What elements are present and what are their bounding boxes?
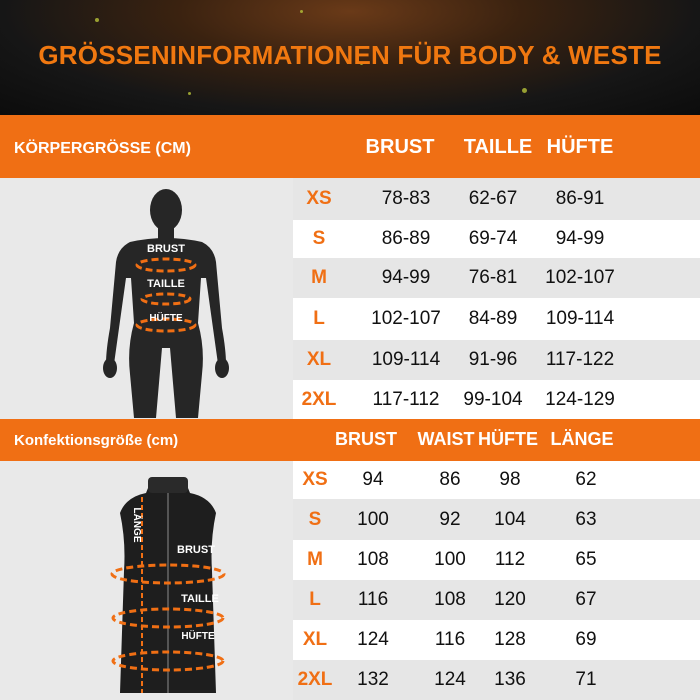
- header-banner: [0, 0, 700, 115]
- length-value: 65: [575, 549, 597, 570]
- size-label: L: [309, 589, 321, 610]
- waist-value: 86: [439, 469, 461, 490]
- waist-value: 100: [434, 549, 466, 570]
- garment-size-header: [0, 419, 700, 461]
- body-size-table: [293, 178, 700, 419]
- hip-value: 120: [494, 589, 526, 610]
- column-header-waist: WAIST: [417, 429, 475, 449]
- hip-value: 102-107: [545, 267, 615, 288]
- waist-value: 99-104: [463, 388, 523, 410]
- table-row: [293, 340, 700, 380]
- column-header-chest: BRUST: [365, 136, 435, 158]
- waist-value: 62-67: [468, 188, 518, 209]
- chest-value: 117-112: [372, 388, 440, 410]
- size-label: 2XL: [297, 669, 333, 690]
- figure-label-hip: HÜFTE: [181, 631, 215, 642]
- column-header-chest: BRUST: [335, 429, 397, 449]
- hip-value: 109-114: [545, 308, 615, 329]
- hip-value: 86-91: [555, 188, 605, 209]
- figure-label-chest: BRUST: [147, 243, 185, 255]
- waist-value: 108: [434, 589, 466, 610]
- chest-value: 102-107: [371, 308, 441, 329]
- garment-size-table: [293, 461, 700, 700]
- hip-value: 136: [494, 669, 526, 690]
- table-row: [293, 580, 700, 620]
- body-figure-panel: [0, 178, 293, 419]
- chest-value: 132: [357, 669, 389, 690]
- chest-value: 100: [357, 508, 389, 530]
- size-label: M: [311, 267, 327, 288]
- size-label: XL: [306, 349, 332, 370]
- body-size-section-title: KÖRPERGRÖSSE (CM): [14, 140, 191, 157]
- table-row: [293, 258, 700, 298]
- waist-value: 92: [439, 508, 461, 530]
- figure-label-hip: HÜFTE: [149, 313, 183, 324]
- table-row: [293, 298, 700, 340]
- size-label: XL: [302, 629, 328, 650]
- table-row: [293, 499, 700, 540]
- waist-value: 116: [434, 629, 466, 650]
- waist-value: 124: [434, 669, 466, 690]
- table-row: [293, 178, 700, 220]
- length-value: 71: [575, 669, 597, 690]
- waist-value: 69-74: [468, 228, 518, 249]
- hip-value: 112: [494, 549, 526, 570]
- column-header-hip: HÜFTE: [546, 136, 614, 158]
- waist-value: 91-96: [468, 349, 518, 370]
- waist-value: 84-89: [468, 308, 518, 329]
- vest-silhouette-icon: [0, 461, 293, 700]
- table-row: [293, 540, 700, 580]
- page-title: GRÖSSENINFORMATIONEN FÜR BODY & WESTE: [38, 40, 662, 70]
- chest-value: 124: [357, 629, 389, 650]
- chest-value: 86-89: [381, 228, 431, 249]
- spark-decoration: [522, 88, 527, 93]
- column-header-waist: TAILLE: [463, 136, 533, 158]
- hip-value: 124-129: [545, 388, 615, 410]
- size-label: M: [307, 549, 323, 570]
- length-value: 62: [575, 469, 597, 490]
- figure-label-waist: TAILLE: [181, 593, 219, 605]
- hip-value: 98: [499, 469, 521, 490]
- figure-label-waist: TAILLE: [147, 278, 185, 290]
- waist-value: 76-81: [468, 267, 518, 288]
- vest-figure-panel: [0, 461, 293, 700]
- figure-label-chest: BRUST: [177, 544, 215, 556]
- hip-value: 94-99: [555, 228, 605, 249]
- size-label: 2XL: [301, 388, 337, 410]
- size-label: S: [308, 508, 322, 530]
- spark-decoration: [95, 18, 99, 22]
- size-label: L: [313, 308, 325, 329]
- chest-value: 108: [357, 549, 389, 570]
- figure-label-length: LÄNGE: [131, 507, 142, 543]
- table-row: [293, 660, 700, 700]
- table-row: [293, 220, 700, 258]
- hip-value: 128: [494, 629, 526, 650]
- human-body-silhouette-icon: [0, 178, 293, 419]
- hip-value: 117-122: [545, 349, 615, 370]
- body-size-header: [0, 115, 700, 178]
- chest-value: 94: [362, 469, 384, 490]
- column-header-hip: HÜFTE: [478, 429, 538, 449]
- length-value: 69: [575, 629, 597, 650]
- length-value: 63: [575, 508, 597, 530]
- spark-decoration: [300, 10, 303, 13]
- size-label: S: [312, 228, 326, 249]
- hip-value: 104: [494, 508, 526, 530]
- table-row: [293, 620, 700, 660]
- table-row: [293, 461, 700, 499]
- size-label: XS: [302, 469, 328, 490]
- size-label: XS: [306, 188, 332, 209]
- chest-value: 116: [357, 589, 389, 610]
- column-header-length: LÄNGE: [550, 429, 614, 449]
- chest-value: 109-114: [371, 349, 441, 370]
- length-value: 67: [575, 589, 597, 610]
- chest-value: 78-83: [381, 188, 431, 209]
- chest-value: 94-99: [381, 267, 431, 288]
- table-row: [293, 380, 700, 419]
- spark-decoration: [188, 92, 191, 95]
- garment-size-section-title: Konfektionsgröße (cm): [14, 432, 179, 449]
